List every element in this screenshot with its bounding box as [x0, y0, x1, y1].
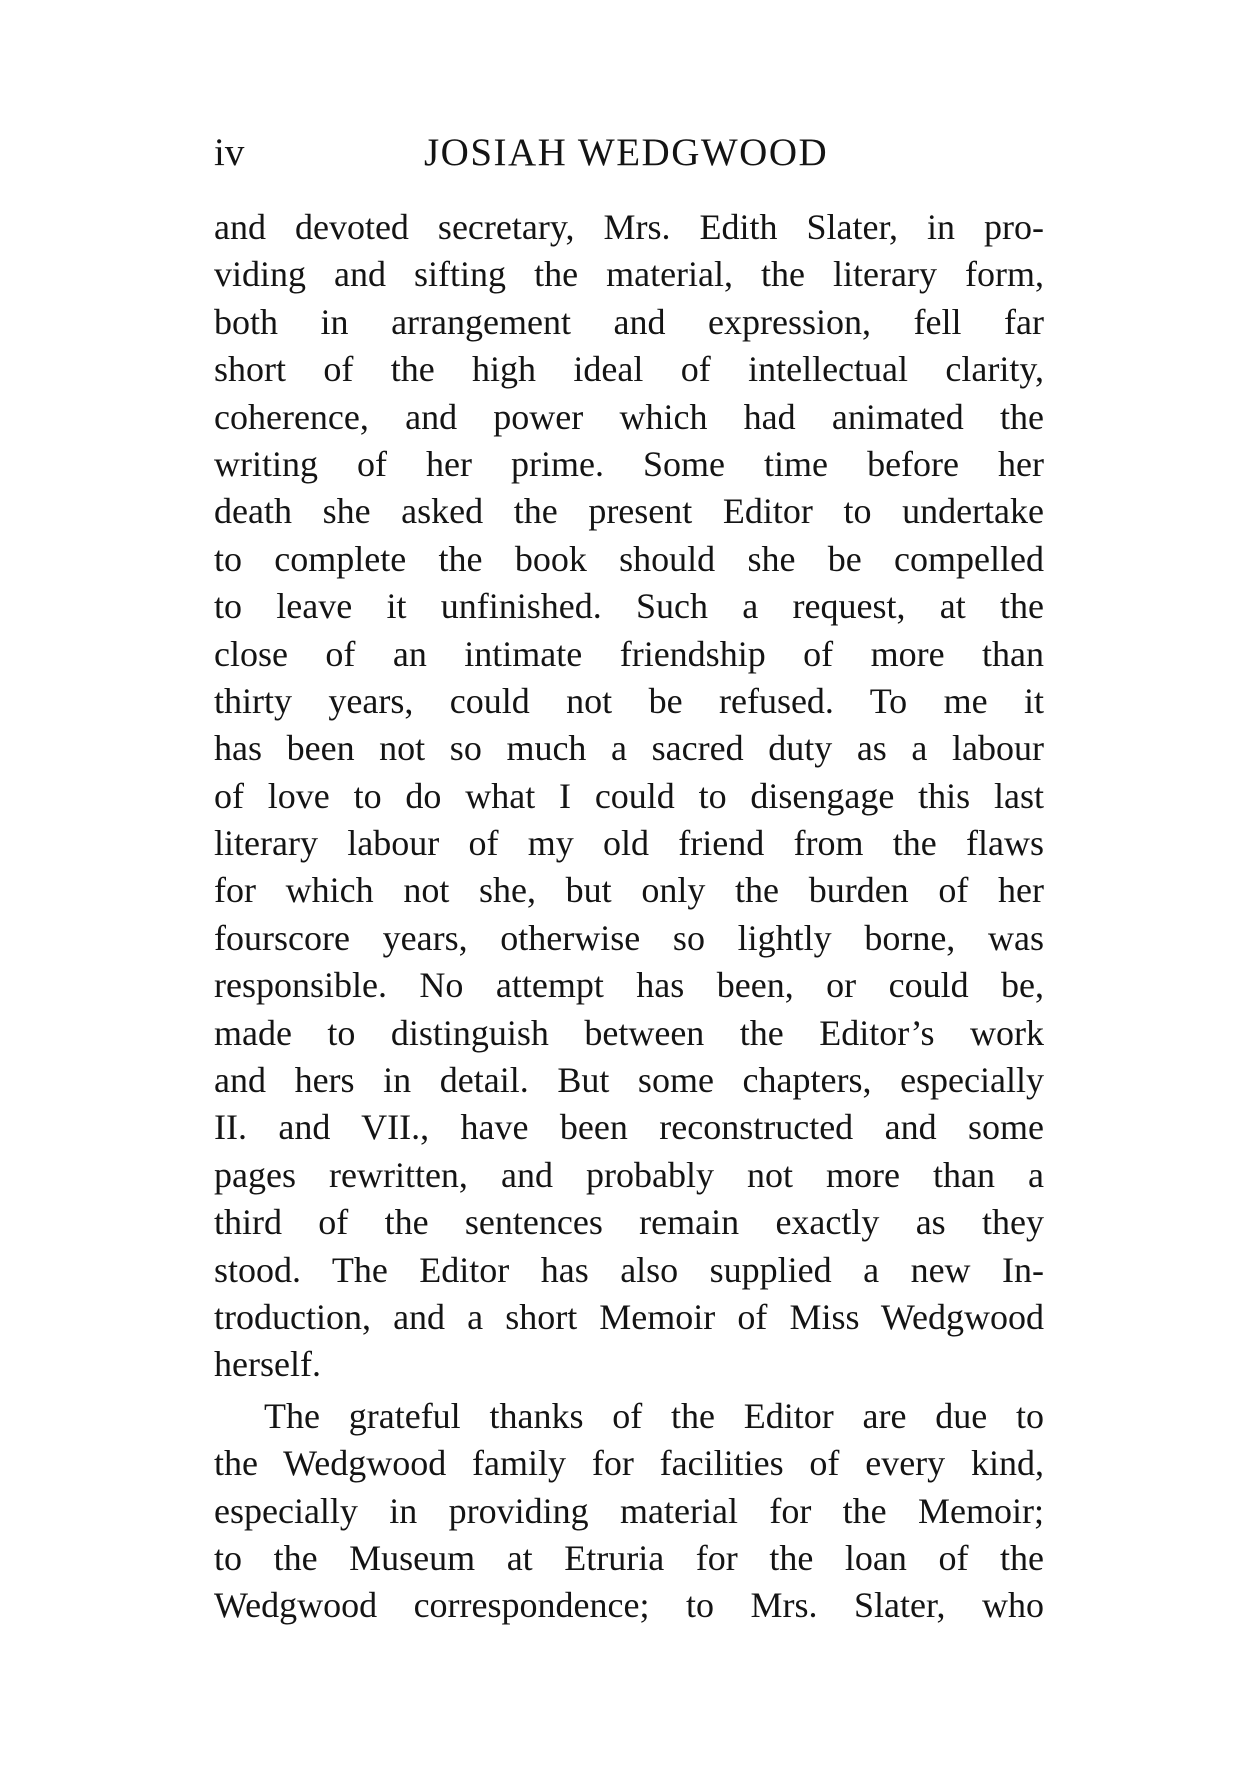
text-line: death she asked the present Editor to undertake [214, 491, 1044, 532]
text-line: of love to do what I could to disengage this last [214, 775, 1044, 816]
text-line: The grateful thanks of the Editor are due to [264, 1395, 1044, 1436]
paragraph-1 [214, 204, 1044, 1389]
text-line: II. and VII., have been reconstructed and some [214, 1107, 1044, 1148]
text-line: has been not so much a sacred duty as a labour [214, 728, 1044, 769]
text-line: especially in providing material for the Memoir; [214, 1490, 1044, 1531]
page-number: iv [214, 131, 245, 174]
text-line: pages rewritten, and probably not more than a [214, 1154, 1044, 1195]
running-title: JOSIAH WEDGWOOD [424, 131, 829, 174]
text-line: thirty years, could not be refused. To me it [214, 680, 1044, 721]
text-line: both in arrangement and expression, fell far [214, 301, 1044, 342]
body-text [214, 204, 1044, 1630]
text-line: Wedgwood correspondence; to Mrs. Slater, who [214, 1585, 1044, 1626]
text-line: troduction, and a short Memoir of Miss Wedgwood [214, 1296, 1044, 1337]
paragraph-2 [214, 1393, 1044, 1630]
text-line: the Wedgwood family for facilities of every kind, [214, 1443, 1044, 1484]
text-line: to the Museum at Etruria for the loan of the [214, 1537, 1044, 1578]
text-line: writing of her prime. Some time before her [214, 443, 1044, 484]
text-line: and devoted secretary, Mrs. Edith Slater, in pro- [214, 207, 1044, 247]
running-header [214, 128, 1044, 178]
text-line: third of the sentences remain exactly as they [214, 1202, 1044, 1243]
text-line: for which not she, but only the burden of her [214, 870, 1044, 911]
text-line: made to distinguish between the Editor’s work [214, 1012, 1044, 1053]
text-line: responsible. No attempt has been, or could be, [214, 965, 1044, 1006]
text-line: viding and sifting the material, the literary form, [214, 254, 1044, 295]
text-line: and hers in detail. But some chapters, especially [214, 1060, 1044, 1101]
text-line: short of the high ideal of intellectual clarity, [214, 349, 1044, 390]
text-line: close of an intimate friendship of more than [214, 633, 1044, 674]
text-line: to leave it unfinished. Such a request, at the [214, 586, 1044, 627]
text-line: fourscore years, otherwise so lightly borne, was [214, 917, 1044, 958]
text-line: coherence, and power which had animated the [214, 396, 1044, 437]
text-line: stood. The Editor has also supplied a new In- [214, 1249, 1044, 1290]
text-line: herself. [214, 1344, 321, 1385]
text-line: to complete the book should she be compelled [214, 538, 1044, 579]
text-line: literary labour of my old friend from the flaws [214, 823, 1044, 864]
